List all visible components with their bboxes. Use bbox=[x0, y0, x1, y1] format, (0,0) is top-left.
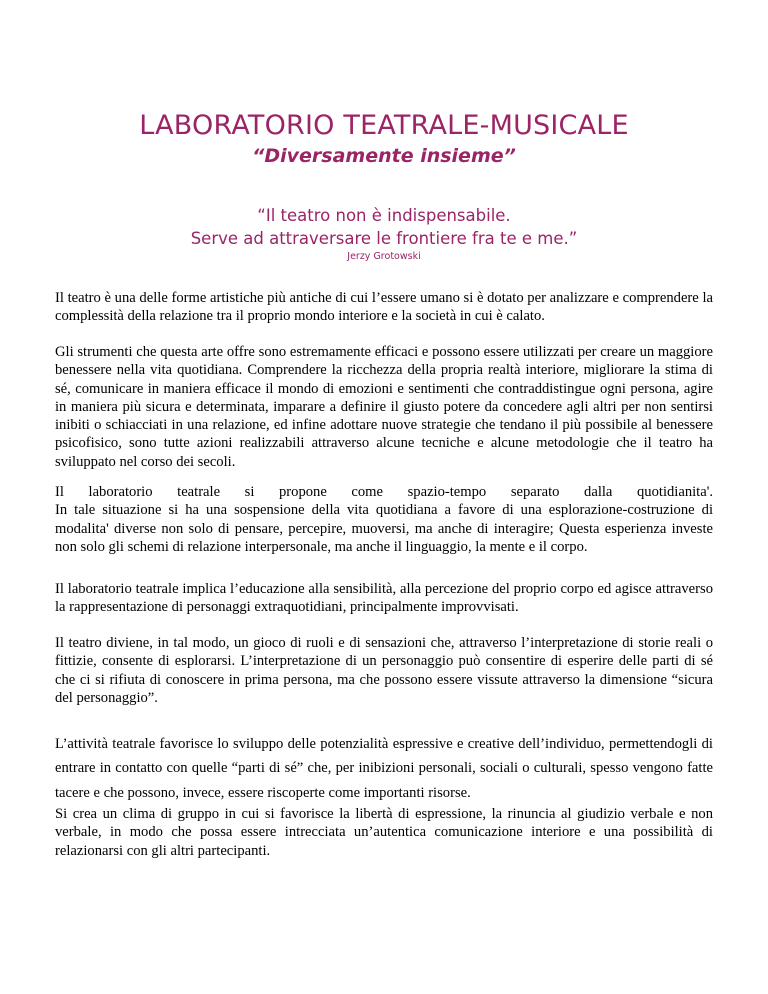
paragraph-roles: Il teatro diviene, in tal modo, un gioco di ruoli e di sensazioni che, attraverso l’interpretazione di storie reali o fittizie, consente di esplorarsi. L’interpretazione di un personaggio può consentire di esperire delle parti di sé che ci si rifiuta di conoscere in prima persona, ma che possono essere vissute attraverso la dimensione “sicura del personaggio”. bbox=[55, 635, 713, 706]
paragraph-laboratory-rest: In tale situazione si ha una sospensione della vita quotidiana a favore di una esplorazione-costruzione di modalita' diverse non solo di pensare, percepire, muoversi, ma anche di interagire; Questa esperienza investe non solo gli schemi di relazione interpersonale, ma anche il linguaggio, la mente e il corpo. bbox=[55, 502, 713, 555]
paragraph-group-climate: Si crea un clima di gruppo in cui si favorisce la libertà di espressione, la rinuncia al giudizio verbale e non verbale, in modo che possa essere intrecciata un’autentica comunicazione interiore e una possibilità di relazionarsi con gli altri partecipanti. bbox=[55, 806, 713, 859]
quote-line-1: “Il teatro non è indispensabile. bbox=[257, 206, 511, 225]
paragraph-intro: Il teatro è una delle forme artistiche più antiche di cui l’essere umano si è dotato per analizzare e comprendere la complessità della relazione tra il proprio mondo interiore e la società in cui è calato. bbox=[55, 290, 713, 325]
paragraph-tools: Gli strumenti che questa arte offre sono estremamente efficaci e possono essere utilizzati per creare un maggiore benessere nella vita quotidiana. Comprendere la ricchezza della propria realtà interiore, migliorare la stima di sé, comunicare in maniera efficace il mondo di emozioni e sentimenti che contraddistingue ogni persona, agire in maniera più sicura e determinata, imparare a definire il giusto potere da concedere agli altri per non sentirsi inibiti o schiacciati in una relazione, ed infine adottare nuove strategie che tendano il più possibile al benessere psicofisico, sono tutte azioni realizzabili attraverso alcune tecniche e alcune metodologie che il teatro ha sviluppato nel corso dei secoli. bbox=[55, 344, 713, 470]
document-subtitle: “Diversamente insieme” bbox=[252, 145, 516, 167]
document-title: LABORATORIO TEATRALE-MUSICALE bbox=[139, 110, 629, 141]
paragraph-laboratory bbox=[55, 483, 713, 556]
paragraph-laboratory-first-line: Il laboratorio teatrale si propone come spazio-tempo separato dalla quotidianita'. bbox=[55, 484, 713, 500]
paragraph-sensitivity: Il laboratorio teatrale implica l’educazione alla sensibilità, alla percezione del proprio corpo ed agisce attraverso la rappresentazione di personaggi extraquotidiani, principalmente improvvisati. bbox=[55, 581, 713, 616]
quote-author: Jerzy Grotowski bbox=[347, 251, 421, 262]
paragraph-activity: L’attività teatrale favorisce lo sviluppo delle potenzialità espressive e creative dell’individuo, permettendogli di entrare in contatto con quelle “parti di sé” che, per inibizioni personali, sociali o culturali, spesso vengono fatte tacere e che possono, invece, essere riscoperte come importanti risorse. bbox=[55, 736, 713, 801]
quote-line-2: Serve ad attraversare le frontiere fra te e me.” bbox=[190, 229, 578, 248]
epigraph-quote bbox=[0, 204, 768, 250]
